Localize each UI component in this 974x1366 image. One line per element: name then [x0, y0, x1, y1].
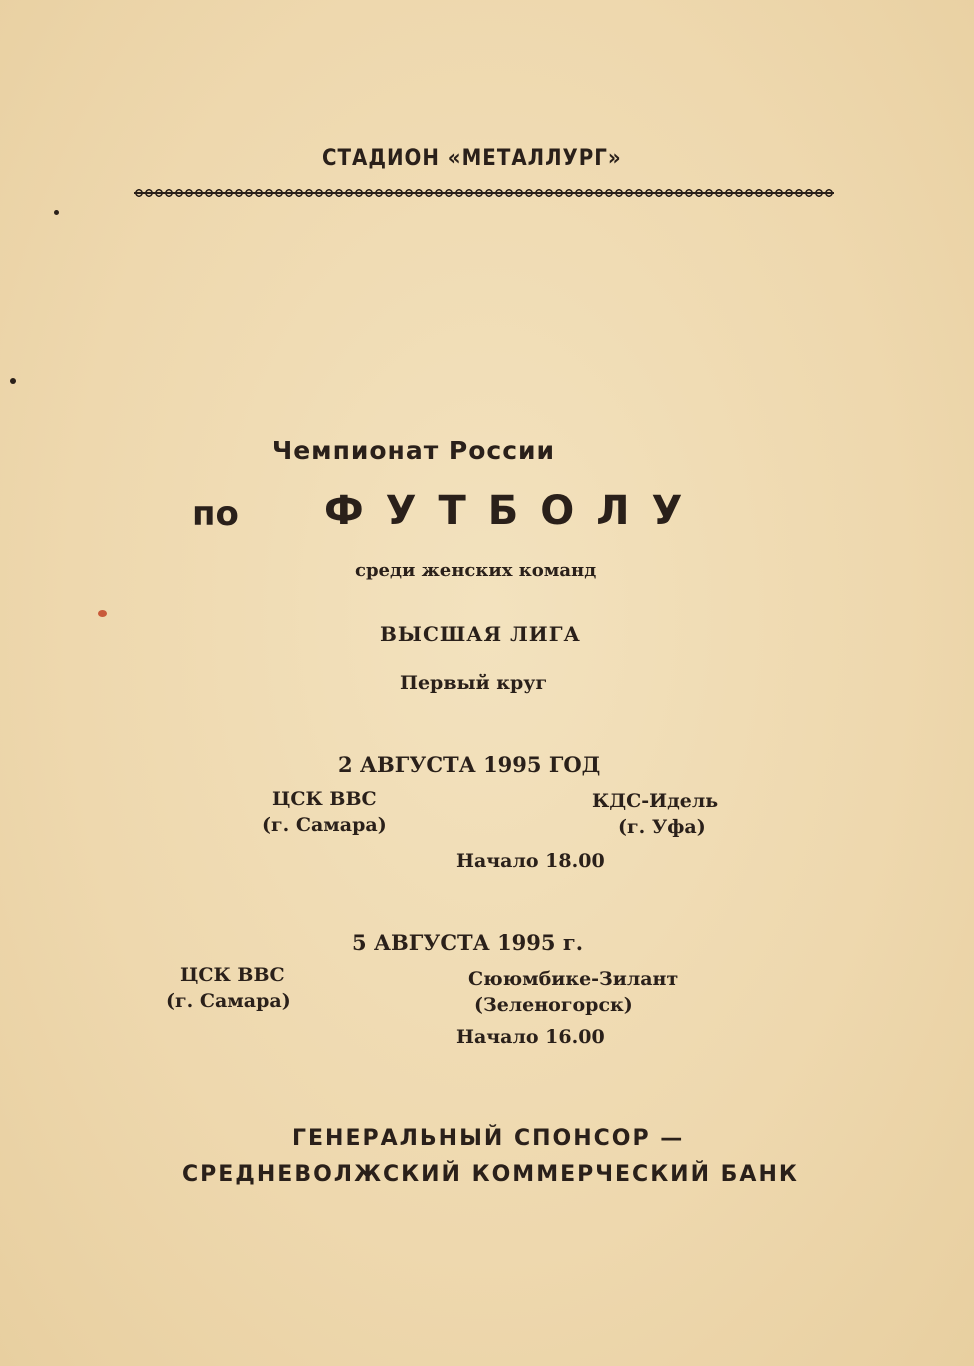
home-city: (г. Самара)	[166, 990, 291, 1012]
away-city: (г. Уфа)	[618, 816, 706, 838]
title-football: ФУТБОЛУ	[324, 488, 705, 534]
subtitle: среди женских команд	[355, 560, 597, 581]
kickoff-time: Начало 16.00	[456, 1026, 605, 1048]
away-team: КДС-Идель	[592, 790, 719, 812]
paper-speck	[98, 610, 107, 617]
away-team: Сююмбике-Зилант	[468, 968, 679, 990]
round-name: Первый круг	[400, 672, 548, 694]
home-team: ЦСК ВВС	[180, 964, 285, 986]
stadium-heading: СТАДИОН «МЕТАЛЛУРГ»	[322, 146, 622, 171]
decorative-chain-divider	[134, 188, 834, 198]
paper-speck	[10, 378, 16, 384]
match-date: 2 АВГУСТА 1995 ГОД	[338, 752, 601, 777]
kickoff-time: Начало 18.00	[456, 850, 605, 872]
sponsor-label: ГЕНЕРАЛЬНЫЙ СПОНСОР —	[292, 1126, 685, 1151]
title-po: по	[192, 494, 239, 534]
championship-title: Чемпионат России	[272, 436, 556, 465]
league-name: ВЫСШАЯ ЛИГА	[380, 622, 581, 646]
home-city: (г. Самара)	[262, 814, 387, 836]
match-date: 5 АВГУСТА 1995 г.	[352, 930, 584, 955]
paper-speck	[54, 210, 59, 215]
away-city: (Зеленогорск)	[474, 994, 633, 1016]
sponsor-name: СРЕДНЕВОЛЖСКИЙ КОММЕРЧЕСКИЙ БАНК	[182, 1162, 799, 1187]
home-team: ЦСК ВВС	[272, 788, 377, 810]
